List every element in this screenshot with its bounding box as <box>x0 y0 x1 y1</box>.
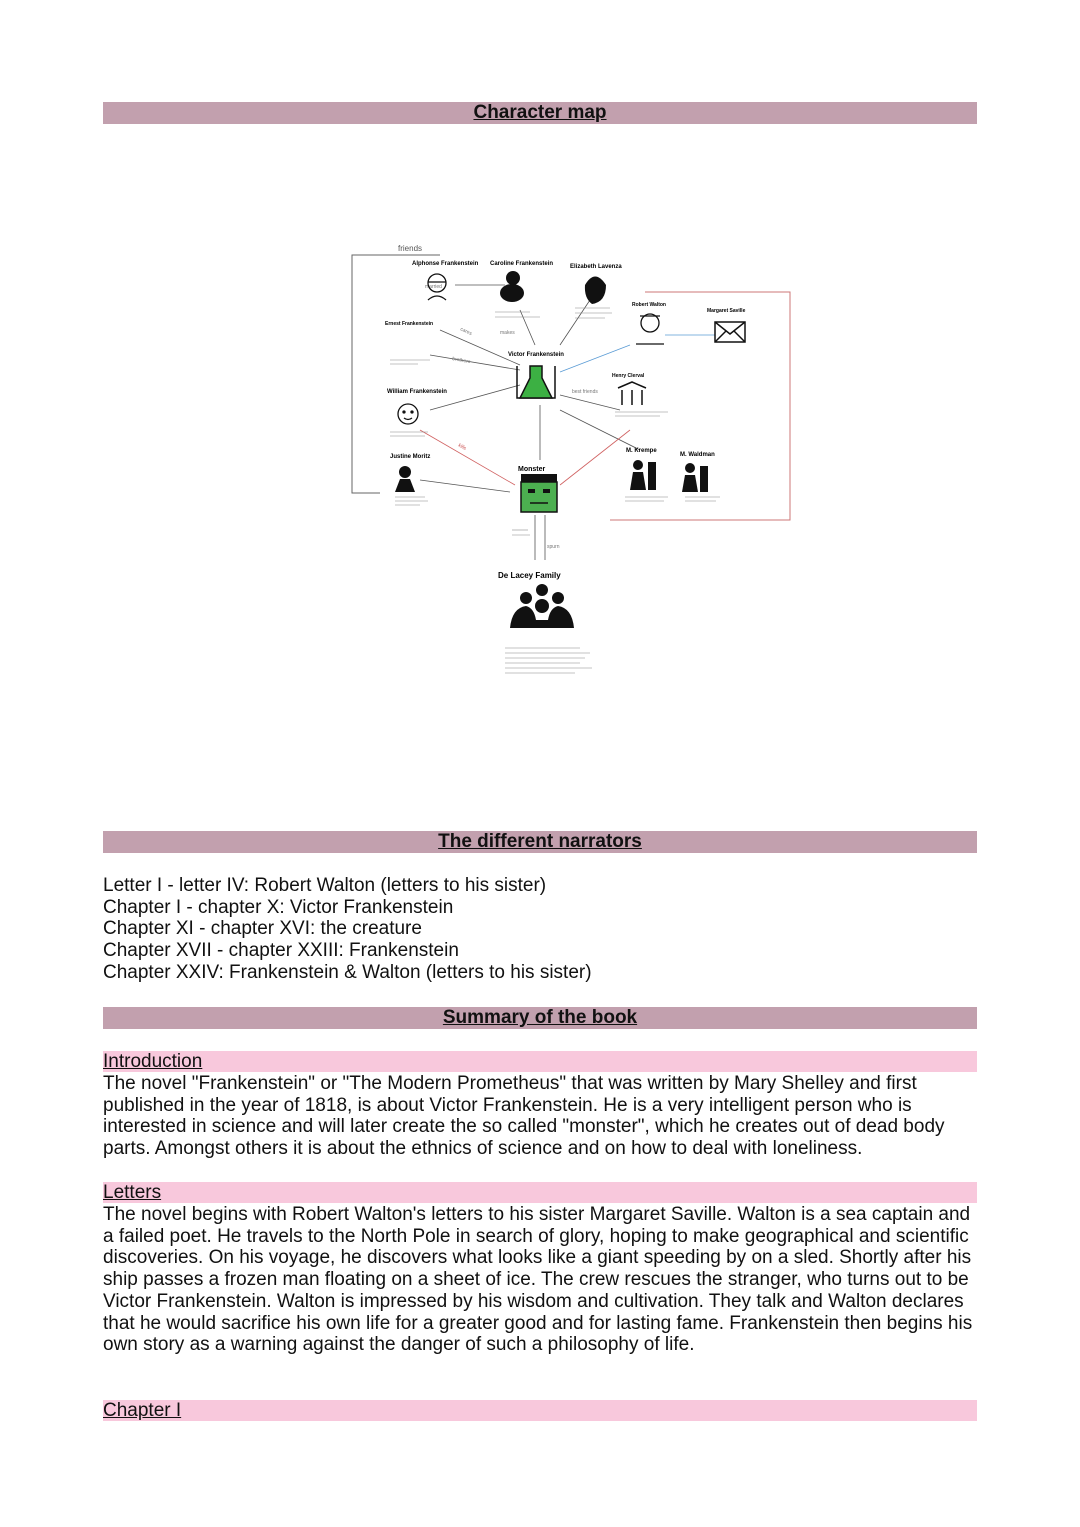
waldman-label: M. Waldman <box>680 452 715 458</box>
family-group-icon <box>510 584 574 628</box>
summary-title: Summary of the book <box>442 1007 638 1028</box>
ernest-label: Ernest Frankenstein <box>385 321 434 327</box>
brothers-label: brothers <box>451 356 471 366</box>
introduction-heading: Introduction <box>103 1051 203 1072</box>
narrator-line: Chapter XVII - chapter XXIII: Frankenstein <box>103 940 459 962</box>
narrators-list <box>103 875 977 984</box>
captain-icon <box>636 314 664 344</box>
character-map-diagram <box>340 238 800 698</box>
makes-label: makes <box>500 330 515 336</box>
best-friends-label: best friends <box>572 389 598 395</box>
victor-label: Victor Frankenstein <box>508 352 564 358</box>
introduction-text: The novel "Frankenstein" or "The Modern Prometheus" that was written by Mary Shelley and first published in the year of 1818, is about Victor Frankenstein. He is a very intelligent person who is interested in science and will later create the so called "monster", which he creates out of dead body parts. Amongst others it is about the ethnics of science and on how to deal with loneliness. <box>103 1073 945 1160</box>
letters-heading: Letters <box>103 1182 162 1203</box>
delacey-label: De Lacey Family <box>498 571 561 580</box>
classical-building-icon <box>618 382 646 405</box>
monster-label: Monster <box>518 466 546 473</box>
chapter1-band <box>103 1400 977 1421</box>
narrator-line: Chapter XI - chapter XVI: the creature <box>103 918 422 940</box>
margaret-label: Margaret Saville <box>707 308 746 314</box>
frankenstein-monster-icon <box>521 474 557 512</box>
caroline-label: Caroline Frankenstein <box>490 261 554 267</box>
krempe-label: M. Krempe <box>626 448 657 454</box>
teacher-icon <box>630 460 656 490</box>
baby-icon <box>398 404 418 424</box>
chapter1-heading: Chapter I <box>103 1400 182 1421</box>
introduction-band <box>103 1051 977 1072</box>
narrator-line: Chapter I - chapter X: Victor Frankenstein <box>103 896 454 918</box>
narrator-line: Chapter XXIV: Frankenstein & Walton (letters to his sister) <box>103 961 592 983</box>
teacher-icon <box>682 463 708 492</box>
narrator-line: Letter I - letter IV: Robert Walton (letters to his sister) <box>103 875 547 896</box>
character-map-title: Character map <box>473 102 607 123</box>
married-label: married <box>425 284 442 290</box>
william-label: William Frankenstein <box>387 389 447 395</box>
justine-label: Justine Moritz <box>390 454 431 460</box>
woman-icon <box>585 277 606 305</box>
henry-label: Henry Clerval <box>612 373 645 379</box>
elizabeth-label: Elizabeth Lavenza <box>570 264 622 270</box>
maid-icon <box>395 466 415 492</box>
kills-label: kills <box>457 442 468 452</box>
friends-label: friends <box>398 244 423 253</box>
spurn-label: spurn <box>547 544 560 550</box>
robert-label: Robert Walton <box>632 302 666 308</box>
mother-child-icon <box>500 271 524 302</box>
cares-label: cares <box>459 326 473 337</box>
alphonse-label: Alphonse Frankenstein <box>412 261 479 267</box>
envelope-icon <box>715 322 745 342</box>
flask-icon <box>517 366 555 398</box>
letters-band <box>103 1182 977 1203</box>
narrators-title: The different narrators <box>438 831 642 852</box>
letters-text: The novel begins with Robert Walton's letters to his sister Margaret Saville. Walton is a sea captain and a failed poet. He travels to the North Pole in search of glory, hoping to make geographical and scientific discoveries. On his voyage, he discovers what looks like a giant speeding by on a sled. Shortly after his ship passes a frozen man floating on a sheet of ice. The crew rescues the stranger, who turns out to be Victor Frankenstein. Walton is impressed by his wisdom and cultivation. They talk and Walton declares that he would sacrifice his own life for a greater good and for lasting fame. Frankenstein then begins his own story as a warning against the danger of such a philosophy of life. <box>103 1204 973 1356</box>
